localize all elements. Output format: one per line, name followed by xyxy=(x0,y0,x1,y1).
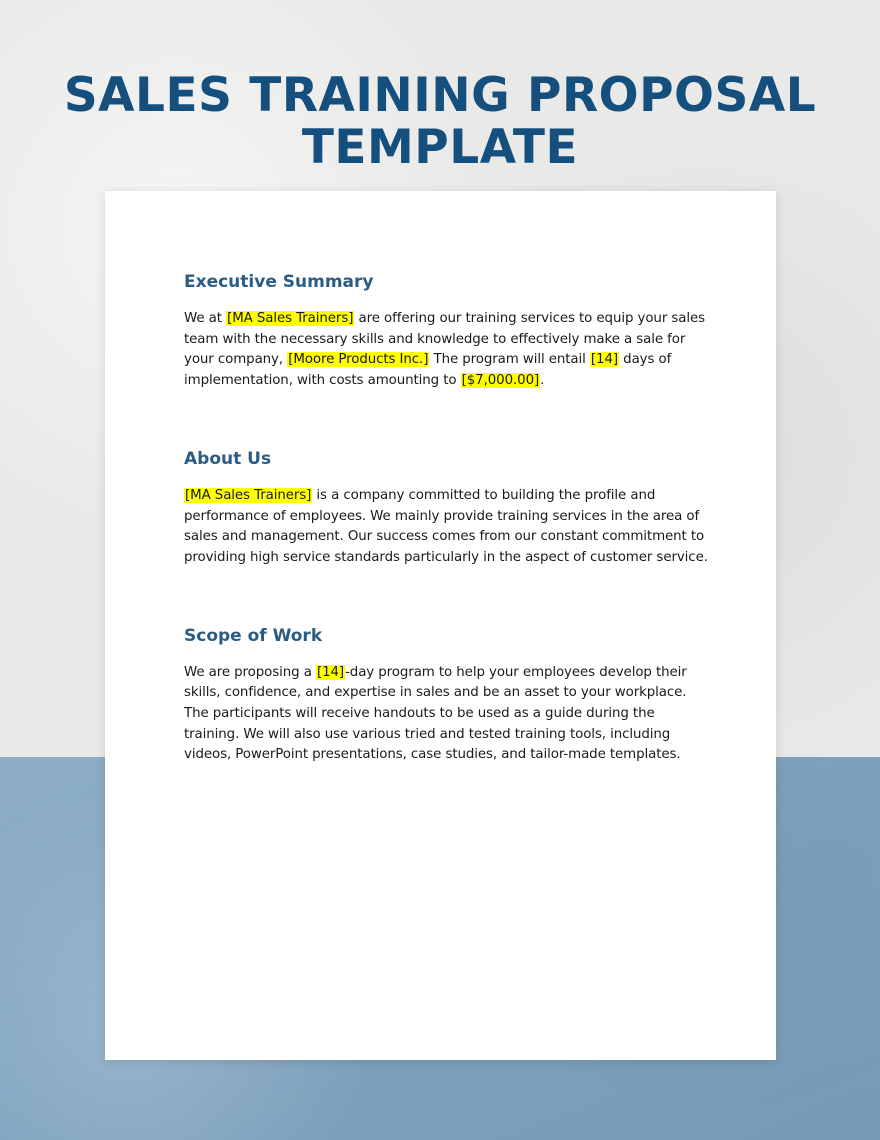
scope-of-work-text-1: We are proposing a xyxy=(184,664,316,680)
about-us-heading: About Us xyxy=(184,448,272,469)
executive-summary-text-2: are offering our training services to equip your sales team with the necessary skills and knowledge to effectively make a sale for your company, xyxy=(184,311,705,368)
scope-of-work-heading: Scope of Work xyxy=(184,625,323,646)
days-placeholder: [14] xyxy=(590,352,619,368)
document-content xyxy=(184,271,709,766)
cost-placeholder: [$7,000.00] xyxy=(461,373,540,389)
executive-summary-section xyxy=(184,271,709,392)
executive-summary-heading: Executive Summary xyxy=(184,272,374,292)
page-title xyxy=(0,70,880,174)
executive-summary-text-1: We at xyxy=(184,311,227,326)
title-line-2: TEMPLATE xyxy=(301,120,579,175)
executive-summary-paragraph xyxy=(184,309,709,392)
executive-summary-text-3: The program will entail xyxy=(429,352,590,368)
about-us-paragraph xyxy=(184,486,709,569)
company-name-placeholder: [MA Sales Trainers] xyxy=(227,311,354,326)
scope-of-work-section xyxy=(184,625,709,767)
days-placeholder: [14] xyxy=(316,664,345,680)
company-name-placeholder: [MA Sales Trainers] xyxy=(185,487,312,503)
scope-of-work-paragraph xyxy=(184,663,709,767)
about-us-section xyxy=(184,448,709,569)
executive-summary-text-5: . xyxy=(540,373,545,389)
client-name-placeholder: [Moore Products Inc.] xyxy=(288,352,429,368)
executive-summary-text-4: days of implementation, with costs amounting to xyxy=(184,352,672,389)
document-page xyxy=(105,191,776,1060)
scope-of-work-text-2: -day program to help your employees develop their skills, confidence, and expertise in sales and be an asset to your workplace. The participants will receive handouts to be used as a guide during the training. We will also use various tried and tested training tools, including videos, PowerPoint presentations, case studies, and tailor-made templates. xyxy=(184,664,687,763)
title-line-1: SALES TRAINING PROPOSAL xyxy=(63,68,817,123)
about-us-text-1: is a company committed to building the profile and performance of employees. We mainly provide training services in the area of sales and management. Our success comes from our constant commitment to providing high service standards particularly in the aspect of customer service. xyxy=(184,487,708,565)
